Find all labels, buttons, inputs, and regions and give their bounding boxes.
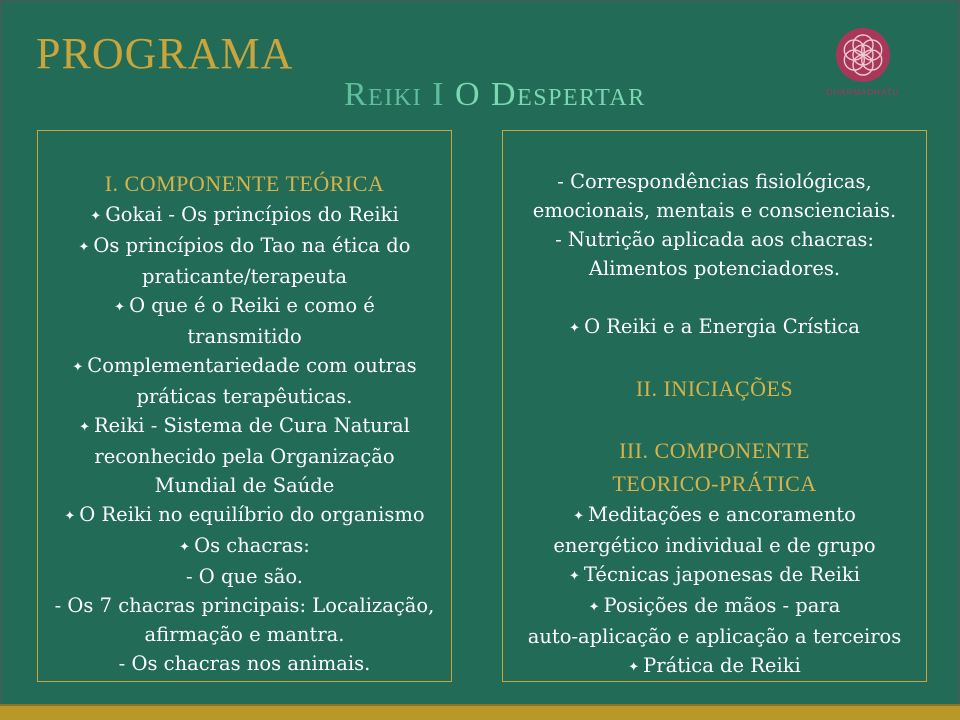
- list-item-continuation: Mundial de Saúde: [154, 474, 335, 497]
- list-item: ✦ Os princípios do Tao na ética do: [44, 231, 445, 262]
- panel-iniciacoes-pratica: [502, 130, 927, 682]
- subtitle-part-b: O Despertar: [454, 76, 646, 113]
- page-title: PROGRAMA: [36, 29, 294, 78]
- list-item: ✦ O Reiki e a Energia Crística: [509, 312, 920, 343]
- page-subtitle: [344, 78, 646, 112]
- subtitle-part-a: Reiki I: [344, 76, 445, 113]
- section-heading-pratica-cont: TEORICO-PRÁTICA: [612, 471, 817, 496]
- list-item: ✦ Gokai - Os princípios do Reiki: [44, 200, 445, 231]
- four-point-star-icon: ✦: [569, 321, 581, 336]
- list-item: ✦ Complementariedade com outras: [44, 351, 445, 382]
- list-item-continuation: práticas terapêuticas.: [136, 385, 353, 408]
- bottom-accent-bar: [0, 704, 960, 720]
- four-point-star-icon: ✦: [79, 420, 90, 435]
- list-item-continuation: praticante/terapeuta: [142, 265, 347, 288]
- four-point-star-icon: ✦: [78, 240, 90, 255]
- section-heading-pratica: III. COMPONENTE: [619, 438, 810, 463]
- list-item-continuation: transmitido: [187, 325, 302, 348]
- sub-item-continuation: emocionais, mentais e conscienciais.: [532, 199, 897, 222]
- four-point-star-icon: ✦: [64, 509, 76, 524]
- list-item-continuation: energético individual e de grupo: [553, 534, 876, 557]
- list-item: ✦ O Reiki no equilíbrio do organismo: [44, 500, 445, 531]
- list-item: ✦ Prática de Reiki: [509, 651, 920, 682]
- list-item: ✦ Os chacras:: [44, 531, 445, 562]
- logo-text: DHARMADHATU: [826, 88, 900, 97]
- sub-item: - Os 7 chacras principais: Localização,: [54, 594, 435, 617]
- sub-item: - Nutrição aplicada aos chacras:: [555, 228, 874, 251]
- four-point-star-icon: ✦: [573, 509, 585, 524]
- list-item-continuation: reconhecido pela Organização: [94, 445, 395, 468]
- brand-logo: [798, 26, 928, 106]
- sub-item: - Os chacras nos animais.: [118, 652, 371, 675]
- spacer: [509, 283, 920, 312]
- spacer: [509, 405, 920, 434]
- mandala-logo-icon: [834, 26, 892, 84]
- sub-item: - Correspondências fisiológicas,: [557, 170, 872, 193]
- sub-item-continuation: afirmação e mantra.: [144, 623, 345, 646]
- list-item-continuation: auto-aplicação e aplicação a terceiros: [527, 625, 902, 648]
- four-point-star-icon: ✦: [90, 209, 102, 224]
- four-point-star-icon: ✦: [179, 540, 191, 555]
- section-heading-iniciacoes: II. INICIAÇÕES: [635, 376, 794, 401]
- sub-item-continuation: Alimentos potenciadores.: [588, 257, 841, 280]
- four-point-star-icon: ✦: [628, 660, 640, 675]
- list-item: ✦ Reiki - Sistema de Cura Natural: [44, 411, 445, 442]
- sub-item: - O que são.: [186, 565, 303, 588]
- list-item: ✦ Técnicas japonesas de Reiki: [509, 560, 920, 591]
- panel-teorica: [37, 130, 452, 682]
- list-item: ✦ Meditações e ancoramento: [509, 500, 920, 531]
- four-point-star-icon: ✦: [569, 569, 580, 584]
- list-item: ✦ Posições de mãos - para: [509, 591, 920, 622]
- four-point-star-icon: ✦: [588, 600, 600, 615]
- list-item: ✦ O que é o Reiki e como é: [44, 291, 445, 322]
- spacer: [509, 343, 920, 372]
- four-point-star-icon: ✦: [72, 360, 84, 375]
- four-point-star-icon: ✦: [114, 300, 126, 315]
- section-heading-teorica: I. COMPONENTE TEÓRICA: [104, 171, 385, 196]
